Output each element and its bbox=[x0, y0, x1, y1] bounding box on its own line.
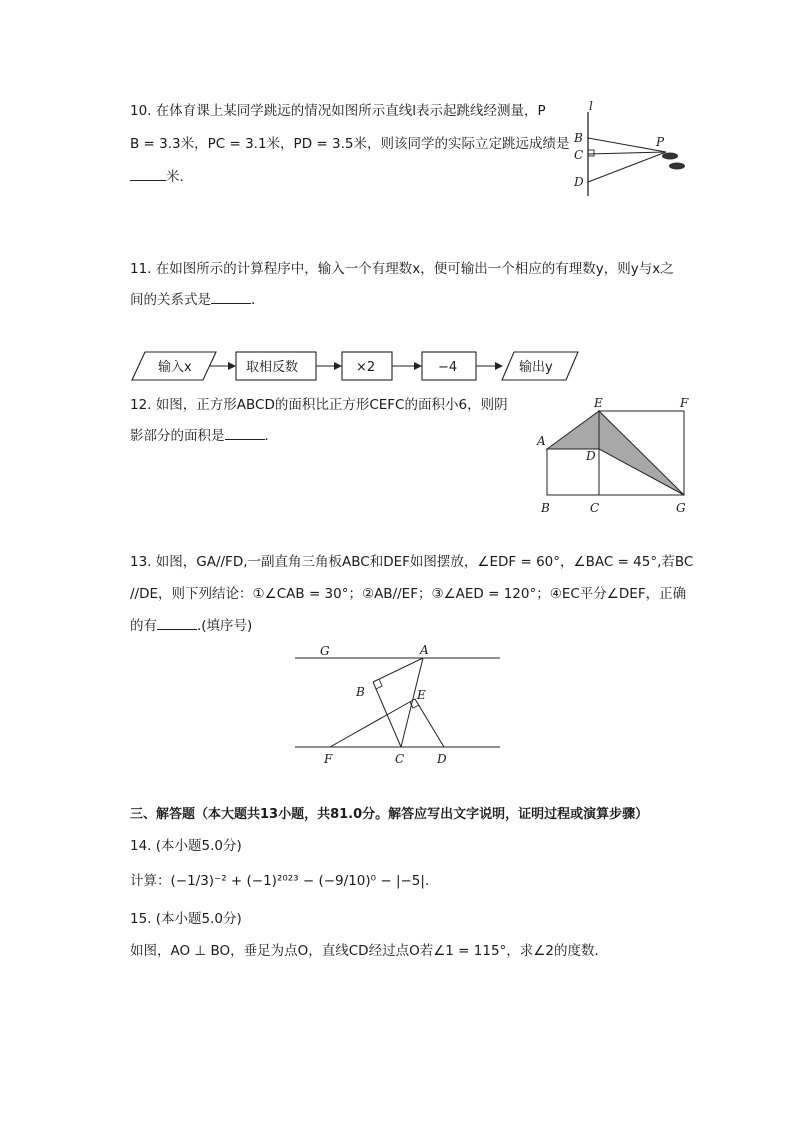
q13-answer-blank[interactable] bbox=[157, 615, 197, 630]
q10-answer-blank[interactable] bbox=[130, 166, 166, 181]
q14-header: 14. (本小题5.0分) bbox=[130, 838, 242, 854]
q10-label-B: B bbox=[574, 131, 583, 145]
q11-flow-times2: ×2 bbox=[356, 360, 376, 375]
q11-line-2-prefix: 间的关系式是 bbox=[130, 292, 211, 308]
q12-line-2 bbox=[130, 425, 278, 446]
q12-label-C: C bbox=[590, 501, 600, 515]
q12-line-1: 12. 如图，正方形ABCD的面积比正方形CEFC的面积小6，则阴 bbox=[130, 397, 508, 413]
q13-segment-AC bbox=[401, 658, 423, 747]
q10-line-2: B = 3.3米，PC = 3.1米，PD = 3.5米，则该同学的实际立定跳远成绩是 bbox=[130, 136, 570, 152]
q12-label-B: B bbox=[541, 501, 550, 515]
q10-label-l: l bbox=[589, 99, 593, 113]
q13-line-3-prefix: 的有 bbox=[130, 618, 157, 634]
q11-flow-input: 输入x bbox=[158, 360, 192, 375]
q11-flow-output: 输出y bbox=[519, 360, 553, 375]
q14-expression: 计算：(−1/3)⁻² + (−1)²⁰²³ − (−9/10)⁰ − |−5|． bbox=[130, 873, 439, 889]
q15-text: 如图，AO ⊥ BO，垂足为点O，直线CD经过点O若∠1 = 115°，求∠2的度数． bbox=[130, 943, 608, 959]
q12-label-D: D bbox=[586, 449, 596, 463]
q10-label-P: P bbox=[656, 135, 665, 149]
q13-line-2: //DE，则下列结论：①∠CAB = 30°；②AB//EF；③∠AED = 120°；④EC平分∠DEF，正确 bbox=[130, 586, 687, 602]
q11-flowchart bbox=[130, 348, 590, 384]
q13-label-A: A bbox=[420, 643, 429, 657]
q12-line-2-prefix: 影部分的面积是 bbox=[130, 428, 225, 444]
q10-label-D: D bbox=[574, 175, 584, 189]
q10-line-3 bbox=[130, 166, 193, 187]
q13-label-D: D bbox=[437, 752, 447, 766]
q13-segment-ED bbox=[415, 699, 444, 747]
q11-line-2 bbox=[130, 289, 265, 310]
q12-label-E: E bbox=[594, 396, 603, 410]
q13-segment-FE bbox=[330, 699, 415, 747]
q11-line-2-suffix: ． bbox=[251, 292, 265, 308]
q11-answer-blank[interactable] bbox=[211, 289, 251, 304]
q11-flow-negate: 取相反数 bbox=[246, 360, 299, 375]
q12-label-A: A bbox=[537, 434, 546, 448]
q13-label-C: C bbox=[395, 752, 405, 766]
q12-shaded-triangle-right bbox=[599, 411, 684, 495]
q13-label-B: B bbox=[356, 685, 365, 699]
q12-label-F: F bbox=[680, 396, 689, 410]
q13-line-1: 13. 如图，GA//FD,一副直角三角板ABC和DEF如图摆放，∠EDF = 60°，∠BAC = 45°,若BC bbox=[130, 554, 694, 570]
q10-line-1: 10. 在体育课上某同学跳远的情况如图所示直线l表示起跳线经测量，P bbox=[130, 103, 546, 119]
q11-flow-minus4: −4 bbox=[438, 360, 458, 375]
q10-long-jump-diagram bbox=[560, 98, 700, 203]
q10-segment-PD bbox=[588, 152, 666, 182]
section-3-heading: 三、解答题（本大题共13小题，共81.0分。解答应写出文字说明，证明过程或演算步骤） bbox=[130, 807, 649, 822]
q12-answer-blank[interactable] bbox=[225, 425, 265, 440]
q10-footprint-2 bbox=[669, 163, 685, 170]
q12-label-G: G bbox=[676, 501, 686, 515]
q13-label-G: G bbox=[320, 644, 330, 658]
q13-line-3 bbox=[130, 615, 252, 636]
q10-right-angle-mark bbox=[588, 150, 594, 156]
q11-line-1: 11. 在如图所示的计算程序中，输入一个有理数x，便可输出一个相应的有理数y，则y与x之 bbox=[130, 261, 674, 277]
q13-label-E: E bbox=[417, 688, 426, 702]
q10-label-C: C bbox=[574, 148, 584, 162]
q13-triangles-diagram bbox=[290, 640, 510, 770]
q12-squares-diagram bbox=[530, 392, 700, 522]
q10-segment-PC bbox=[588, 152, 666, 154]
q13-segment-AB bbox=[373, 658, 423, 682]
q10-segment-PB bbox=[588, 138, 666, 152]
q13-label-F: F bbox=[324, 752, 333, 766]
q13-line-3-suffix: .(填序号) bbox=[197, 618, 253, 634]
q12-line-2-suffix: ． bbox=[264, 428, 278, 444]
q10-line-3-suffix: 米． bbox=[166, 169, 193, 185]
q12-shaded-triangle-left bbox=[547, 411, 599, 449]
q10-footprint-1 bbox=[662, 153, 678, 160]
q15-header: 15. (本小题5.0分) bbox=[130, 911, 242, 927]
